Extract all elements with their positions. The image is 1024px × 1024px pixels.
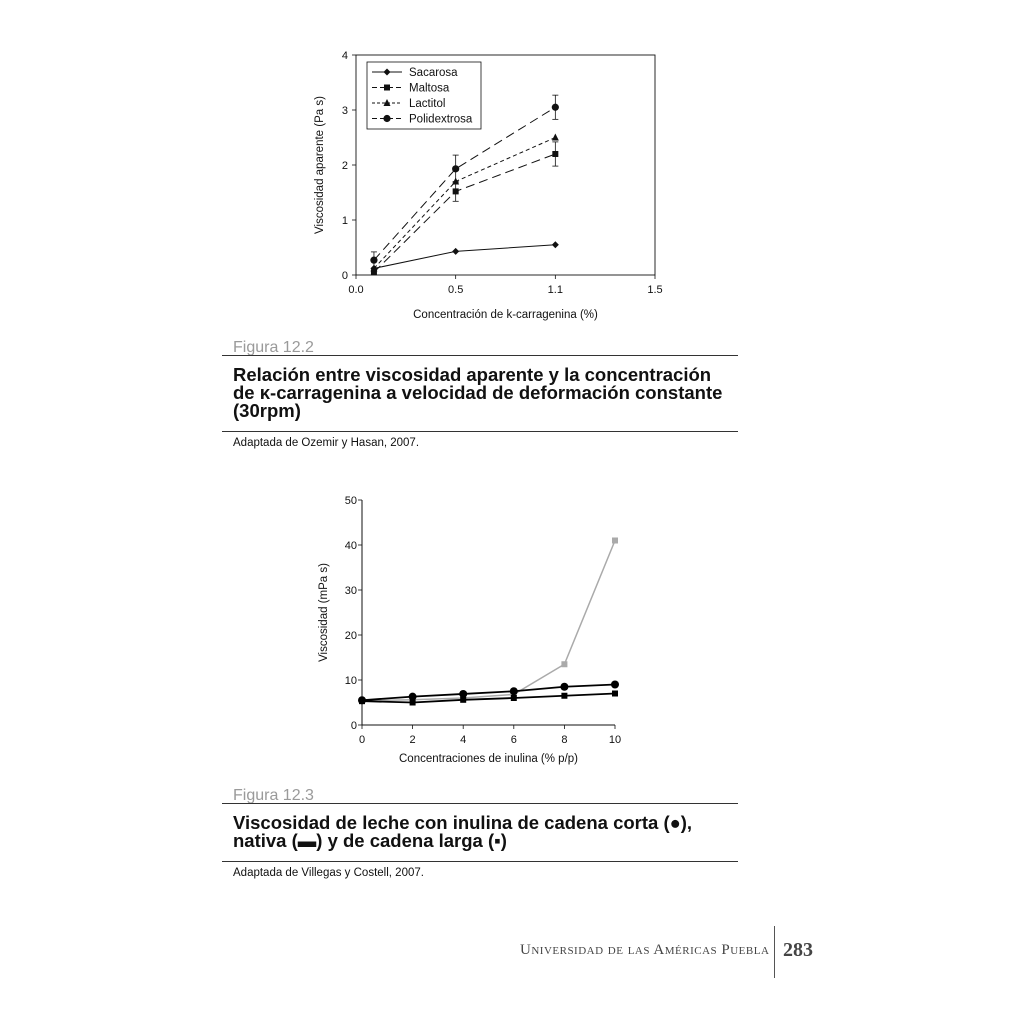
series-line	[374, 245, 555, 269]
data-point	[452, 165, 459, 172]
chart-viscosity-inulin	[300, 488, 650, 778]
legend-label: Maltosa	[409, 82, 450, 95]
y-tick-label: 1	[341, 215, 348, 227]
divider	[222, 803, 738, 804]
divider	[222, 355, 738, 356]
data-point	[511, 695, 517, 701]
data-point	[611, 681, 619, 689]
data-point	[358, 696, 366, 704]
series-line	[374, 107, 555, 260]
data-point	[452, 248, 459, 255]
figure-title-line: Viscosidad de leche con inulina de cadena corta (●),	[233, 812, 693, 833]
series-line	[374, 154, 555, 272]
data-point	[612, 691, 618, 697]
data-point	[459, 690, 467, 698]
data-point	[612, 538, 618, 544]
y-tick-label: 2	[341, 160, 348, 172]
data-point	[510, 687, 518, 695]
figure-label: Figura 12.3	[233, 787, 314, 804]
data-point	[561, 693, 567, 699]
legend-marker	[384, 85, 390, 91]
legend-label: Lactitol	[409, 98, 446, 110]
y-axis-label: Viscosidad (mPa s)	[318, 563, 330, 662]
x-tick-label: 8	[561, 734, 568, 746]
figure-title-line: Relación entre viscosidad aparente y la concentración	[233, 364, 712, 385]
page-number: 283	[783, 939, 813, 961]
x-tick-label: 0.0	[348, 284, 364, 296]
x-tick-label: 1.5	[647, 284, 663, 296]
footer-institution: Universidad de las Américas Puebla	[520, 942, 770, 958]
data-point	[560, 683, 568, 691]
x-axis-label: Concentración de k-carragenina (%)	[413, 309, 598, 321]
figure-title-line: nativa (▬) y de cadena larga (▪)	[233, 830, 507, 851]
figure-title	[233, 366, 733, 420]
x-axis-label: Concentraciones de inulina (% p/p)	[399, 753, 578, 765]
data-point	[453, 188, 459, 194]
x-tick-label: 0.5	[448, 284, 464, 296]
y-tick-label: 3	[341, 105, 348, 117]
y-tick-label: 40	[344, 540, 357, 552]
figure-title	[233, 814, 733, 850]
x-tick-label: 4	[460, 734, 467, 746]
series-line	[362, 541, 615, 701]
y-tick-label: 0	[350, 720, 357, 732]
legend-marker	[383, 115, 390, 122]
y-tick-label: 4	[341, 50, 348, 62]
y-tick-label: 20	[344, 630, 357, 642]
divider	[222, 861, 738, 862]
chart-viscosity-carrageenan	[290, 40, 690, 330]
data-point	[370, 257, 377, 264]
x-tick-label: 6	[510, 734, 517, 746]
figure-label: Figura 12.2	[233, 339, 314, 356]
data-point	[409, 693, 417, 701]
data-point	[552, 134, 559, 141]
data-point	[552, 104, 559, 111]
divider	[222, 431, 738, 432]
footer-separator	[774, 926, 775, 978]
legend-label: Polidextrosa	[409, 113, 473, 126]
y-tick-label: 30	[344, 585, 357, 597]
y-axis-label: Viscosidad aparente (Pa s)	[314, 96, 326, 234]
legend-label: Sacarosa	[409, 67, 458, 79]
x-tick-label: 10	[608, 734, 622, 746]
figure-source: Adaptada de Villegas y Costell, 2007.	[233, 867, 424, 879]
figure-source: Adaptada de Ozemir y Hasan, 2007.	[233, 437, 420, 449]
x-tick-label: 1.1	[547, 284, 563, 296]
x-tick-label: 0	[358, 734, 366, 746]
x-tick-label: 2	[409, 734, 416, 746]
data-point	[552, 151, 558, 157]
series-line	[362, 685, 615, 701]
y-tick-label: 50	[344, 495, 357, 507]
figure-title-line: (30rpm)	[233, 400, 301, 421]
y-tick-label: 0	[341, 270, 348, 282]
data-point	[561, 661, 567, 667]
figure-title-line: de κ-carragenina a velocidad de deformación constante	[233, 382, 723, 403]
y-tick-label: 10	[344, 675, 357, 687]
series-line	[374, 138, 555, 269]
data-point	[552, 241, 559, 248]
